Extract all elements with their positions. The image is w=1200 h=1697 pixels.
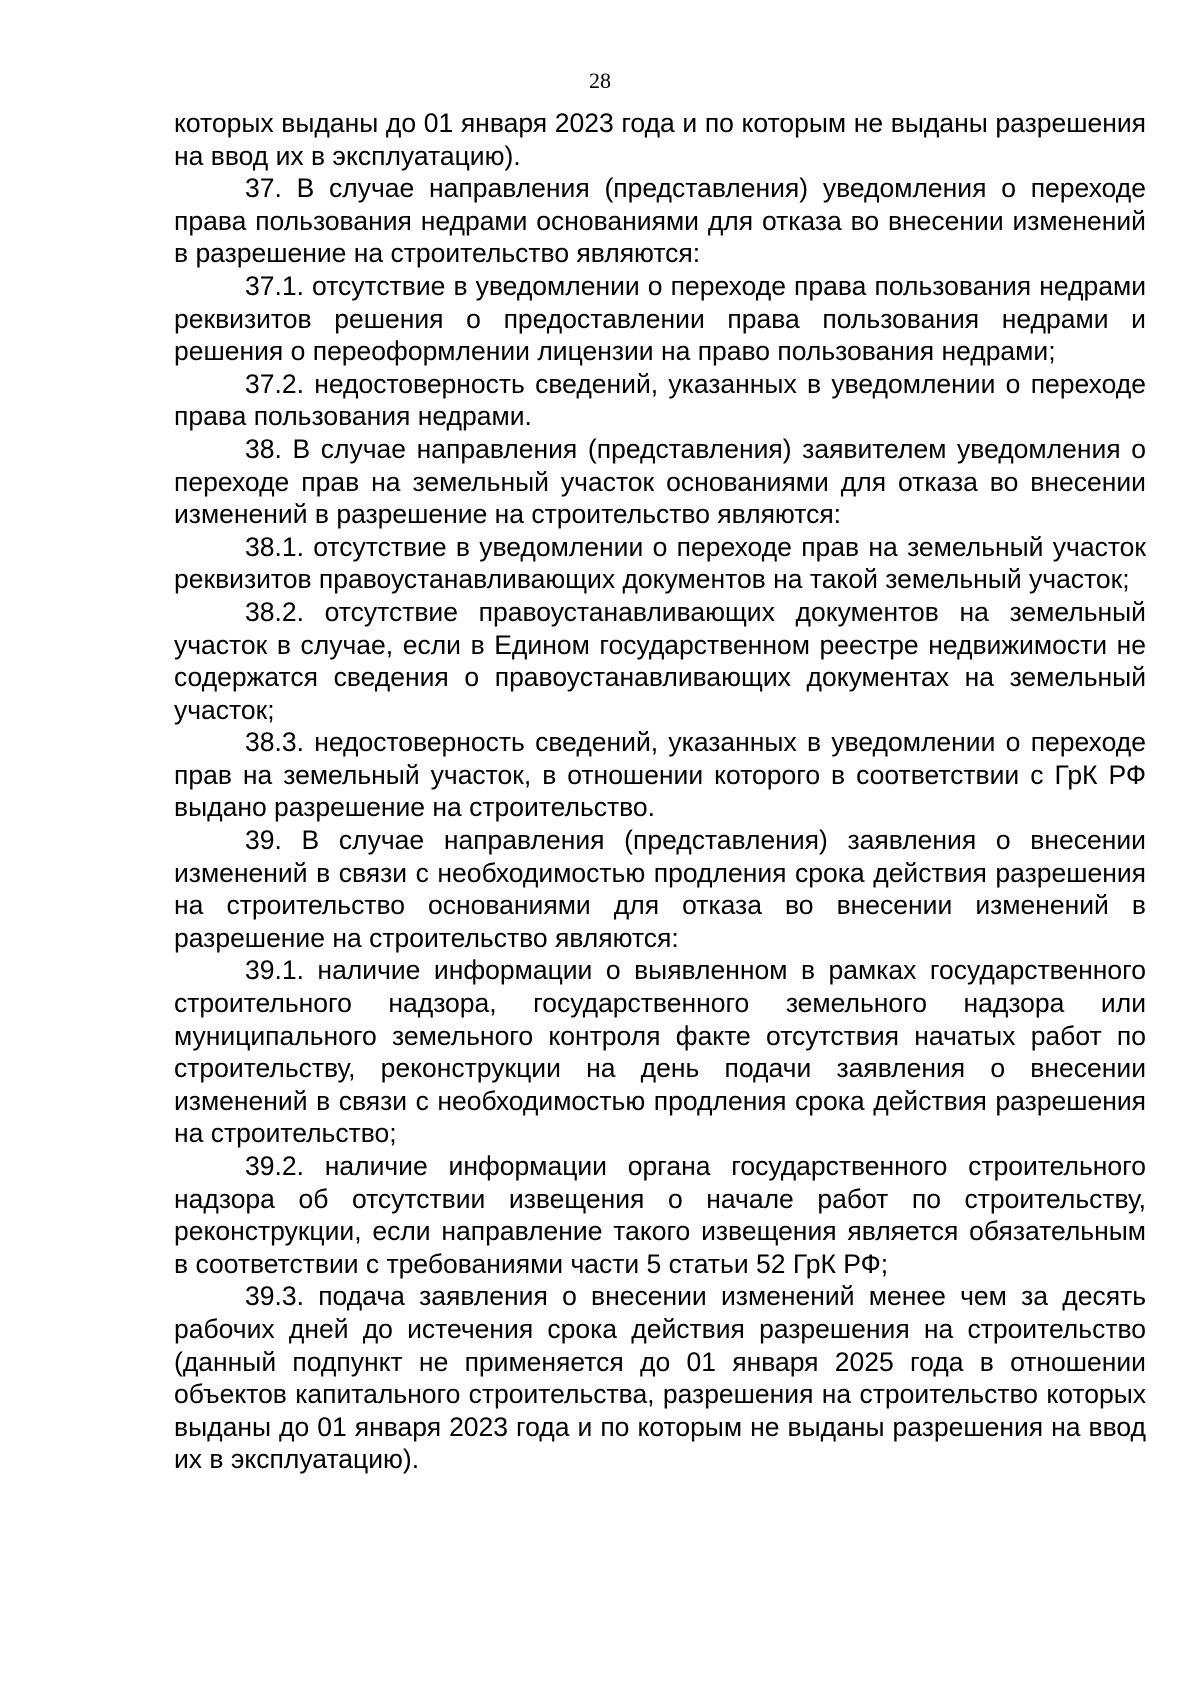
paragraph-39-1: 39.1. наличие информации о выявленном в рамках государственного строительного надзора, государственного земельного надзора или муниципального земельного контроля факте отсутствия начатых работ по строительству, реконструкции на день подачи заявления о внесении изменений в связи с необходимостью продления срока действия разрешения на строительство;: [174, 955, 1146, 1149]
paragraph-39-3: 39.3. подача заявления о внесении изменений менее чем за десять рабочих дней до истечения срока действия разрешения на строительство (данный подпункт не применяется до 01 января 2025 года в отношении объектов капитального строительства, разрешения на строительство которых выданы до 01 января 2023 года и по которым не выданы разрешения на ввод их в эксплуатацию).: [174, 1281, 1146, 1475]
paragraph-39-2: 39.2. наличие информации органа государственного строительного надзора об отсутствии извещения о начале работ по строительству, реконструкции, если направление такого извещения является обязательным в соответствии с требованиями части 5 статьи 52 ГрК РФ;: [174, 1151, 1146, 1279]
paragraph-37-1: 37.1. отсутствие в уведомлении о переходе права пользования недрами реквизитов решения о предоставлении права пользования недрами и решения о переоформлении лицензии на право пользования недрами;: [174, 270, 1146, 367]
paragraph-38-3: 38.3. недостоверность сведений, указанных в уведомлении о переходе прав на земельный участок, в отношении которого в соответствии с ГрК РФ выдано разрешение на строительство.: [174, 727, 1146, 823]
paragraph-37-2: 37.2. недостоверность сведений, указанных в уведомлении о переходе права пользования недрами.: [174, 368, 1146, 432]
paragraph-37: 37. В случае направления (представления) уведомления о переходе права пользования недрами основаниями для отказа во внесении изменений в разрешение на строительство являются:: [174, 173, 1146, 269]
paragraph-continuation: которых выданы до 01 января 2023 года и по которым не выданы разрешения на ввод их в эксплуатацию).: [174, 108, 1146, 171]
paragraph-38-2: 38.2. отсутствие правоустанавливающих документов на земельный участок в случае, если в Едином государственном реестре недвижимости не содержатся сведения о правоустанавливающих документах на земельный участок;: [174, 596, 1146, 725]
document-body: [174, 107, 1146, 1476]
page-number: 28: [589, 68, 611, 93]
paragraph-38: 38. В случае направления (представления) заявителем уведомления о переходе прав на земельный участок основаниями для отказа во внесении изменений в разрешение на строительство являются:: [174, 433, 1146, 530]
paragraph-39: 39. В случае направления (представления) заявления о внесении изменений в связи с необходимостью продления срока действия разрешения на строительство основаниями для отказа во внесении изменений в разрешение на строительство являются:: [174, 825, 1146, 953]
paragraph-38-1: 38.1. отсутствие в уведомлении о переходе прав на земельный участок реквизитов правоустанавливающих документов на такой земельный участок;: [174, 531, 1146, 595]
